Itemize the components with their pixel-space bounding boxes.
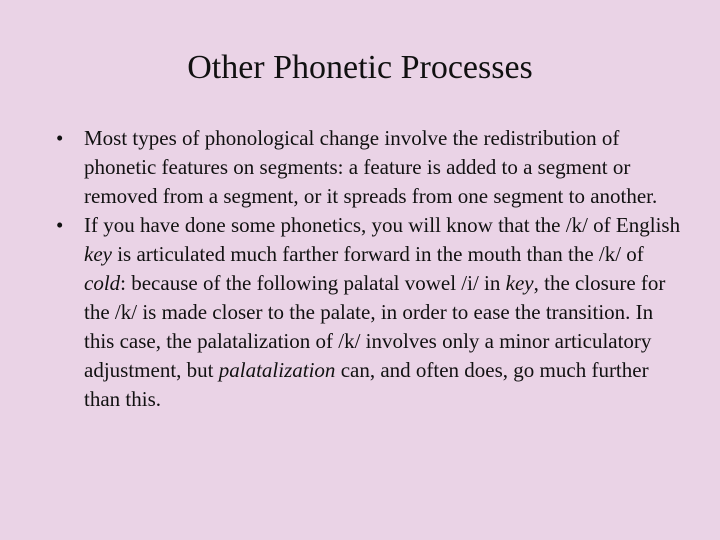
bullet-text-segment: : because of the following palatal vowel /i/ in xyxy=(120,271,506,295)
bullet-item xyxy=(56,211,686,414)
italic-term: key xyxy=(505,271,534,295)
bullet-text-segment: Most types of phonological change involve the redistribution of phonetic features on segments: a feature is added to a segment or removed from a segment, or it spreads from one segment to another. xyxy=(84,126,658,208)
bullet-dot-icon: • xyxy=(56,126,64,150)
bullet-item xyxy=(56,124,686,211)
bullet-dot-icon: • xyxy=(56,213,64,237)
bullet-text xyxy=(84,126,657,208)
bullet-text-segment: is articulated much farther forward in the mouth than the /k/ of xyxy=(111,242,644,266)
bullet-text-segment: , the closure for the /k/ is made closer to the palate, in order to ease the transition. In this case, the palatalization of /k/ involves only a minor articulatory adjustment, but xyxy=(84,271,666,382)
bullet-list xyxy=(56,124,686,414)
bullet-text-segment: If you have done some phonetics, you will know that the /k/ of English xyxy=(84,213,681,237)
bullet-text-segment: can, and often does, go much further than this. xyxy=(84,358,649,411)
italic-term: key xyxy=(84,242,112,266)
bullet-text xyxy=(84,213,680,411)
slide-title: Other Phonetic Processes xyxy=(187,49,533,86)
italic-term: cold xyxy=(84,271,121,295)
italic-term: palatalization xyxy=(218,358,336,382)
